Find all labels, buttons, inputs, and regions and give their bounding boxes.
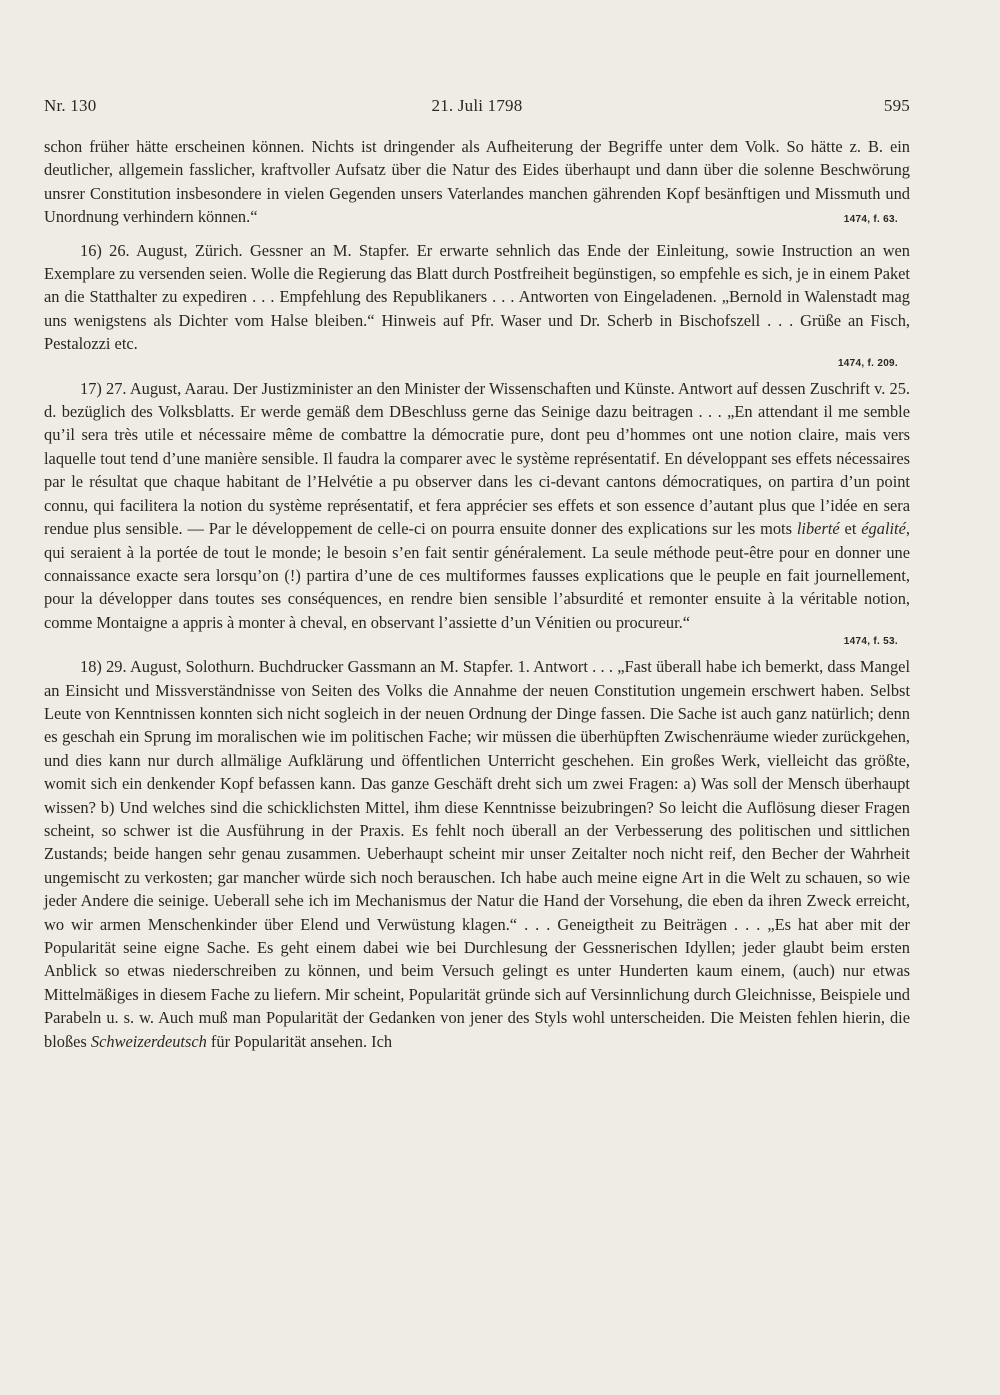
paragraph-text: 16) 26. August, Zürich. Gessner an M. Stapfer. Er erwarte sehnlich das Ende der Einleitung, sowie Instruction an wen Exemplare zu versenden seien. Wolle die Regierung das Blatt durch Postfreiheit begünstigen, so empfehle es sich, je in einem Paket an die Statthalter zu expediren . . . Empfehlung des Republikaners . . . Antworten von Eingeladenen. „Bernold in Walenstadt mag uns wenigstens als Dichter vom Halse bleiben.“ Hinweis auf Pfr. Waser und Dr. Scherb in Bischofszell . . . Grüße an Fisch, Pestalozzi etc. xyxy=(44,240,910,354)
page-header xyxy=(44,96,910,122)
italic-term: liberté xyxy=(796,519,840,539)
entry-16 xyxy=(44,239,910,356)
document-number: Nr. 130 xyxy=(44,96,97,115)
entry-18 xyxy=(44,655,910,1053)
archive-reference: 1474, f. 63. xyxy=(843,214,898,226)
document-date: 21. Juli 1798 xyxy=(431,96,523,115)
page-body xyxy=(44,135,910,1053)
archive-reference: 1474, f. 209. xyxy=(837,357,898,369)
paragraph-text: schon früher hätte erscheinen können. Nichts ist dringender als Aufheiterung der Begriffe unter dem Volk. So hätte z. B. ein deutlicher, allgemein fasslicher, kraftvoller Aufsatz über die Natur des Eides überhaupt und dann über die solenne Beschwörung unsrer Constitution insbesondere in vielen Gegenden unsers Vaterlandes manchen gährenden Kopf besänftigen und Missmuth und Unordnung verhindern können.“ xyxy=(44,137,910,227)
archive-reference: 1474, f. 53. xyxy=(843,636,898,648)
paragraph-text: für Popularität ansehen. Ich xyxy=(206,1031,393,1051)
paragraph-text: et xyxy=(839,519,862,539)
italic-term: égalité xyxy=(861,519,906,539)
paragraph-text: 18) 29. August, Solothurn. Buchdrucker Gassmann an M. Stapfer. 1. Antwort . . . „Fast überall habe ich bemerkt, dass Mangel an Einsicht und Missverständnisse von Seiten des Volks die Annahme der neuen Constitution ungemein erschwert haben. Selbst Leute von Kenntnissen konnten sich nicht sogleich in der neuen Ordnung der Dinge fassen. Die Sache ist auch ganz natürlich; denn es geschah ein Sprung im moralischen wie im politischen Fache; wir müssen die überhüpften Zwischenräume wieder zurückgehen, und dies kann nur durch allmälige Aufklärung und öffentlichen Unterricht geschehen. Ein großes Werk, vielleicht das größte, womit sich ein denkender Kopf befassen kann. Das ganze Geschäft dreht sich um zwei Fragen: a) Was soll der Mensch überhaupt wissen? b) Und welches sind die schicklichsten Mittel, ihm diese Kenntnisse beizubringen? So leicht die Auflösung dieser Fragen scheint, so schwer ist die Ausführung in der Praxis. Es fehlt noch überall an der Verbesserung des politischen und sittlichen Zustands; beide hangen sehr genau zusammen. Ueberhaupt scheint mir unser Zeitalter noch nicht reif, den Becher der Wahrheit ungemischt zu verkosten; gar mancher würde sich noch berauschen. Ich habe auch meine eigne Art in die Welt zu schauen, so wie jeder Andere die seinige. Ueberall sehe ich im Mechanismus der Natur die Hand der Vorsehung, die eben da ihren Zweck erreicht, wo wir armen Menschenkinder über Elend und Verwüstung klagen.“ . . . Geneigtheit zu Beiträgen . . . „Es hat aber mit der Popularität seine eigne Sache. Es geht einem dabei wie bei Durchlesung der Gessnerischen Idyllen; jeder glaubt beim ersten Anblick so etwas niederschreiben zu können, und beim Versuch gelingt es unter Hunderten kaum einem, (auch) nur etwas Mittelmäßiges in diesem Fache zu liefern. Mir scheint, Popularität gründe sich auf Versinnlichung durch Gleichnisse, Beispiele und Parabeln u. s. w. Auch muß man Popularität der Gedanken von jener des Styls wohl unterscheiden. Die Meisten fehlen hierin, die bloßes xyxy=(44,657,910,1051)
paragraph-continuation xyxy=(44,135,910,229)
italic-term: Schweizerdeutsch xyxy=(90,1031,207,1051)
page-number: 595 xyxy=(883,96,910,115)
entry-17 xyxy=(44,377,910,634)
paragraph-text: , qui seraient à la portée de tout le monde; le besoin s’en fait sentir généralement. La seule méthode peut-être pour en donner une connaissance exacte sera lorsqu’on (!) partira d’une de ces multiformes fausses explications que le peuple en fait journellement, pour la développer dans toutes ses conséquences, en rendre bien sensible l’absurdité et remonter ensuite à la véritable notion, comme Montaigne a appris à monter à cheval, en observant l’assiette d’un Vénitien ou procureur.“ xyxy=(44,519,910,632)
paragraph-text: 17) 27. August, Aarau. Der Justizminister an den Minister der Wissenschaften und Künste. Antwort auf dessen Zuschrift v. 25. d. bezüglich des Volksblatts. Er werde gemäß dem DBeschluss gerne das Seinige dazu beitragen . . . „En attendant il me semble qu’il sera très utile et nécessaire même de combattre la démocratie pure, dont peu d’hommes ont une notion claire, mais vers laquelle tout tend d’une manière sensible. Il faudra la comparer avec le système représentatif. En développant ses effets nécessaires par le résultat que chaque habitant de l’Helvétie a pu observer dans les ci-devant cantons démocratiques, on partira d’un point connu, qui facilitera la notion du système représentatif, et fera apprécier ses effets et son essence d’autant plus que l’idée en sera rendue plus sensible. — Par le développement de celle-ci on pourra ensuite donner des explications sur les mots xyxy=(44,378,910,539)
